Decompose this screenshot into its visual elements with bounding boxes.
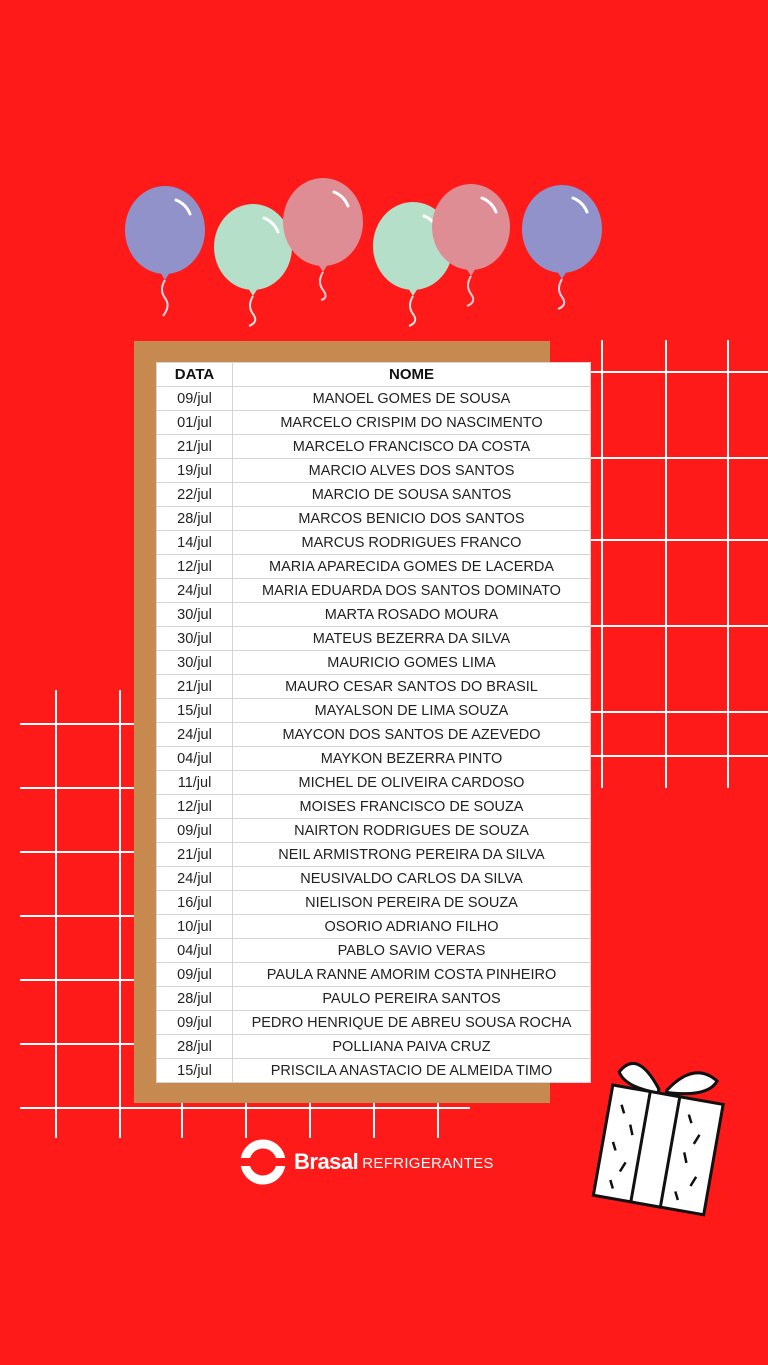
cell-date: 09/jul	[157, 387, 233, 411]
cell-name: NAIRTON RODRIGUES DE SOUZA	[233, 819, 591, 843]
cell-date: 09/jul	[157, 819, 233, 843]
table-row	[157, 387, 591, 411]
cell-name: NEIL ARMISTRONG PEREIRA DA SILVA	[233, 843, 591, 867]
cell-date: 21/jul	[157, 435, 233, 459]
cell-date: 19/jul	[157, 459, 233, 483]
table-row	[157, 675, 591, 699]
cell-name: MARTA ROSADO MOURA	[233, 603, 591, 627]
table-row	[157, 891, 591, 915]
brasal-logo-icon	[238, 1138, 288, 1186]
birthday-table-container	[156, 362, 590, 1083]
table-row	[157, 411, 591, 435]
cell-date: 14/jul	[157, 531, 233, 555]
table-row	[157, 963, 591, 987]
table-row	[157, 747, 591, 771]
balloon-icon	[214, 204, 292, 326]
balloon-icon	[125, 186, 205, 316]
cell-date: 21/jul	[157, 675, 233, 699]
table-row	[157, 435, 591, 459]
table-row	[157, 1011, 591, 1035]
cell-name: MARCIO ALVES DOS SANTOS	[233, 459, 591, 483]
cell-name: MANOEL GOMES DE SOUSA	[233, 387, 591, 411]
cell-name: MAYALSON DE LIMA SOUZA	[233, 699, 591, 723]
cell-name: PEDRO HENRIQUE DE ABREU SOUSA ROCHA	[233, 1011, 591, 1035]
table-row	[157, 819, 591, 843]
cell-name: MARCELO FRANCISCO DA COSTA	[233, 435, 591, 459]
cell-date: 24/jul	[157, 867, 233, 891]
cell-date: 30/jul	[157, 651, 233, 675]
table-header-row	[157, 363, 591, 387]
table-row	[157, 795, 591, 819]
cell-date: 28/jul	[157, 1035, 233, 1059]
table-row	[157, 1059, 591, 1083]
cell-name: MARIA EDUARDA DOS SANTOS DOMINATO	[233, 579, 591, 603]
brasal-logo	[238, 1138, 494, 1186]
logo-brand-text: Brasal	[294, 1149, 359, 1174]
table-row	[157, 555, 591, 579]
cell-name: MAYKON BEZERRA PINTO	[233, 747, 591, 771]
cell-date: 09/jul	[157, 963, 233, 987]
column-header-name: NOME	[233, 363, 591, 387]
table-row	[157, 627, 591, 651]
table-row	[157, 507, 591, 531]
cell-date: 04/jul	[157, 939, 233, 963]
table-row	[157, 843, 591, 867]
cell-name: MOISES FRANCISCO DE SOUZA	[233, 795, 591, 819]
balloon-icon	[522, 185, 602, 309]
table-row	[157, 939, 591, 963]
cell-name: MARIA APARECIDA GOMES DE LACERDA	[233, 555, 591, 579]
cell-date: 28/jul	[157, 507, 233, 531]
table-row	[157, 771, 591, 795]
table-row	[157, 915, 591, 939]
cell-name: PABLO SAVIO VERAS	[233, 939, 591, 963]
cell-name: MARCELO CRISPIM DO NASCIMENTO	[233, 411, 591, 435]
cell-name: MATEUS BEZERRA DA SILVA	[233, 627, 591, 651]
column-header-date: DATA	[157, 363, 233, 387]
cell-name: MARCIO DE SOUSA SANTOS	[233, 483, 591, 507]
cell-date: 22/jul	[157, 483, 233, 507]
cell-date: 11/jul	[157, 771, 233, 795]
cell-name: MAURICIO GOMES LIMA	[233, 651, 591, 675]
cell-name: MAYCON DOS SANTOS DE AZEVEDO	[233, 723, 591, 747]
cell-date: 30/jul	[157, 603, 233, 627]
cell-date: 24/jul	[157, 723, 233, 747]
table-row	[157, 483, 591, 507]
cell-date: 30/jul	[157, 627, 233, 651]
cell-date: 04/jul	[157, 747, 233, 771]
table-row	[157, 579, 591, 603]
table-body	[157, 387, 591, 1083]
cell-date: 09/jul	[157, 1011, 233, 1035]
cell-date: 24/jul	[157, 579, 233, 603]
balloons-decoration	[0, 170, 768, 340]
table-row	[157, 987, 591, 1011]
cell-name: PRISCILA ANASTACIO DE ALMEIDA TIMO	[233, 1059, 591, 1083]
table-row	[157, 603, 591, 627]
table-row	[157, 1035, 591, 1059]
cell-name: MICHEL DE OLIVEIRA CARDOSO	[233, 771, 591, 795]
cell-date: 15/jul	[157, 699, 233, 723]
cell-name: OSORIO ADRIANO FILHO	[233, 915, 591, 939]
cell-date: 21/jul	[157, 843, 233, 867]
birthday-table	[156, 362, 591, 1083]
cell-name: PAULA RANNE AMORIM COSTA PINHEIRO	[233, 963, 591, 987]
cell-date: 16/jul	[157, 891, 233, 915]
balloon-icon	[432, 184, 510, 306]
cell-date: 12/jul	[157, 555, 233, 579]
table-row	[157, 867, 591, 891]
cell-date: 10/jul	[157, 915, 233, 939]
cell-name: NEUSIVALDO CARLOS DA SILVA	[233, 867, 591, 891]
cell-name: MAURO CESAR SANTOS DO BRASIL	[233, 675, 591, 699]
cell-date: 15/jul	[157, 1059, 233, 1083]
cell-name: PAULO PEREIRA SANTOS	[233, 987, 591, 1011]
gift-icon	[580, 1050, 740, 1220]
table-row	[157, 723, 591, 747]
table-row	[157, 531, 591, 555]
cell-date: 28/jul	[157, 987, 233, 1011]
cell-name: NIELISON PEREIRA DE SOUZA	[233, 891, 591, 915]
table-row	[157, 699, 591, 723]
logo-sub-text: REFRIGERANTES	[362, 1155, 494, 1172]
cell-date: 12/jul	[157, 795, 233, 819]
table-row	[157, 651, 591, 675]
cell-name: MARCOS BENICIO DOS SANTOS	[233, 507, 591, 531]
cell-name: POLLIANA PAIVA CRUZ	[233, 1035, 591, 1059]
cell-date: 01/jul	[157, 411, 233, 435]
table-row	[157, 459, 591, 483]
balloon-icon	[283, 178, 363, 300]
cell-name: MARCUS RODRIGUES FRANCO	[233, 531, 591, 555]
